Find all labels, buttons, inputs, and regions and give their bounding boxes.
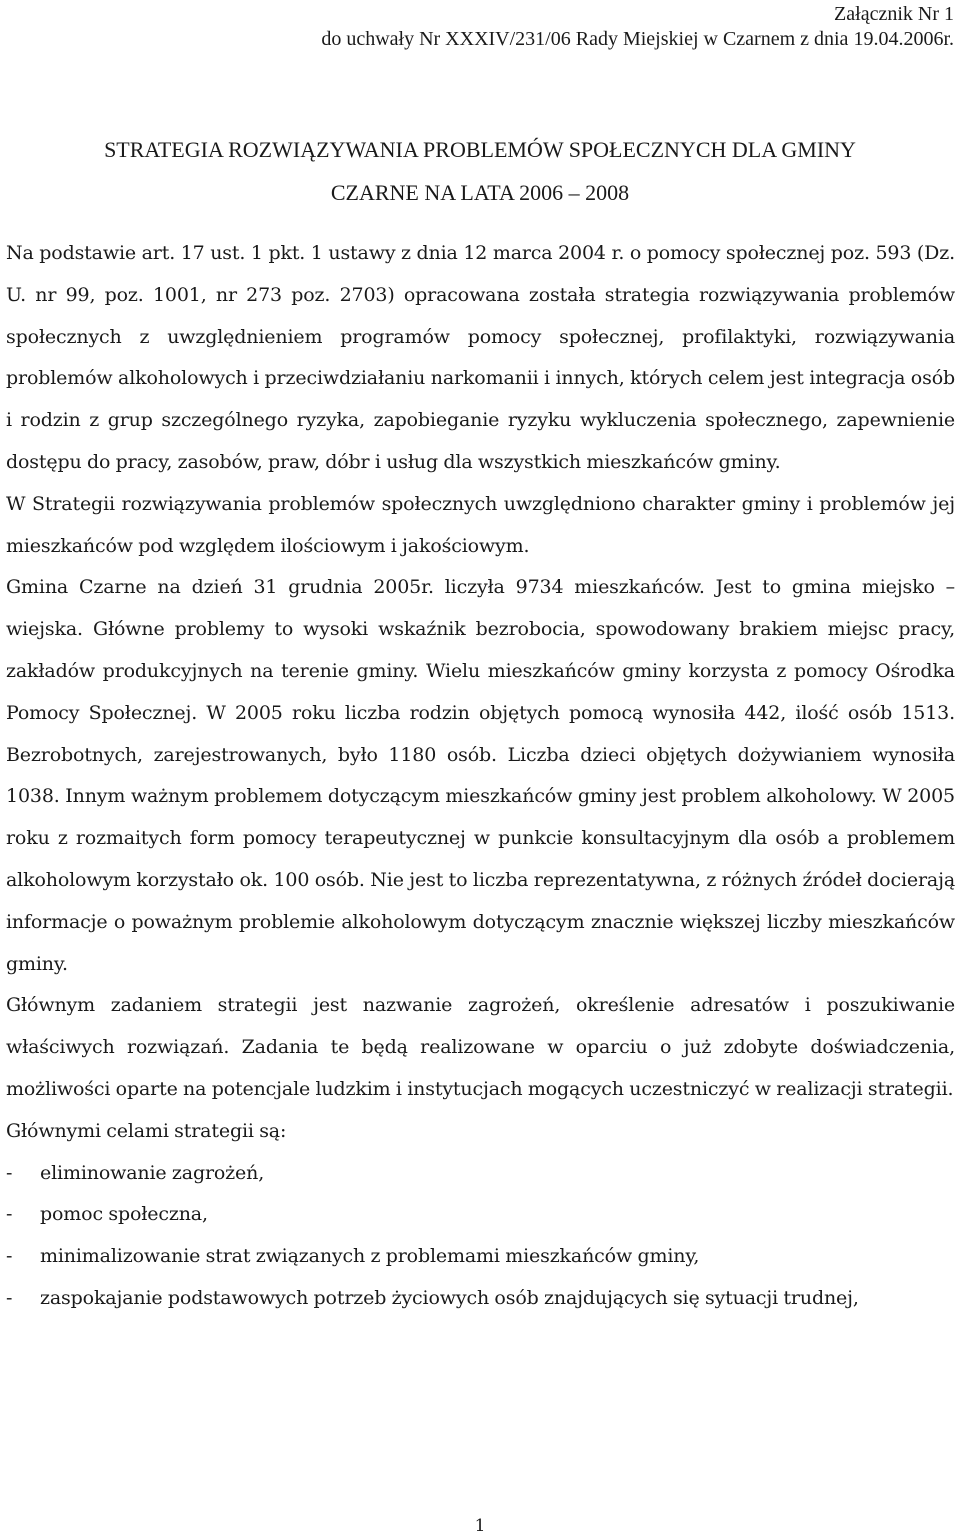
list-dash: -	[6, 1245, 13, 1268]
list-item	[6, 1153, 955, 1195]
title-line-1: STRATEGIA ROZWIĄZYWANIA PROBLEMÓW SPOŁECZNYCH DLA GMINY	[104, 137, 856, 162]
document-body	[6, 233, 955, 1320]
resolution-reference: do uchwały Nr XXXIV/231/06 Rady Miejskiej w Czarnem z dnia 19.04.2006r.	[321, 28, 954, 50]
list-item-text: minimalizowanie strat związanych z problemami mieszkańców gminy,	[40, 1245, 700, 1268]
paragraph-gmina-situation: Gmina Czarne na dzień 31 grudnia 2005r. liczyła 9734 mieszkańców. Jest to gmina miejsko – wiejska. Główne problemy to wysoki wskaźnik bezrobocia, spowodowany brakiem miejsc pracy, zakładów produkcyjnych na terenie gminy. Wielu mieszkańców gminy korzysta z pomocy Ośrodka Pomocy Społecznej. W 2005 roku liczba rodzin objętych pomocą wynosiła 442, ilość osób 1513. Bezrobotnych, zarejestrowanych, było 1180 osób. Liczba dzieci objętych dożywianiem wynosiła 1038. Innym ważnym problemem dotyczącym mieszkańców gminy jest problem alkoholowy. W 2005 roku z rozmaitych form pomocy terapeutycznej w punkcie konsultacyjnym dla osób a problemem alkoholowym korzystało ok. 100 osób. Nie jest to liczba reprezentatywna, z różnych źródeł docierają informacje o poważnym problemie alkoholowym dotyczącym znacznie większej liczby mieszkańców gminy.	[6, 576, 955, 975]
list-dash: -	[6, 1286, 13, 1309]
paragraph-strategy-scope: W Strategii rozwiązywania problemów społecznych uwzględniono charakter gminy i problemów jej mieszkańców pod względem ilościowym i jakościowym.	[6, 492, 955, 557]
page-number: 1	[474, 1516, 486, 1536]
attachment-header	[321, 2, 954, 52]
list-item	[6, 1278, 955, 1320]
list-item-text: pomoc społeczna,	[40, 1203, 208, 1226]
list-item-text: eliminowanie zagrożeń,	[40, 1161, 265, 1184]
list-item-text: zaspokajanie podstawowych potrzeb życiowych osób znajdujących się sytuacji trudnej,	[40, 1286, 859, 1309]
list-item	[6, 1236, 955, 1278]
paragraph-legal-basis: Na podstawie art. 17 ust. 1 pkt. 1 ustawy z dnia 12 marca 2004 r. o pomocy społecznej poz. 593 (Dz. U. nr 99, poz. 1001, nr 273 poz. 2703) opracowana została strategia rozwiązywania problemów społecznych z uwzględnieniem programów pomocy społecznej, profilaktyki, rozwiązywania problemów alkoholowych i przeciwdziałaniu narkomanii i innych, których celem jest integracja osób i rodzin z grup szczególnego ryzyka, zapobieganie ryzyku wykluczenia społecznego, zapewnienie dostępu do pracy, zasobów, praw, dóbr i usług dla wszystkich mieszkańców gminy.	[6, 242, 955, 473]
paragraph-main-task: Głównym zadaniem strategii jest nazwanie zagrożeń, określenie adresatów i poszukiwanie właściwych rozwiązań. Zadania te będą realizowane w oparciu o już zdobyte doświadczenia, możliwości oparte na potencjale ludzkim i instytucjach mogących uczestniczyć w realizacji strategii.	[6, 994, 955, 1100]
paragraph-goals-intro: Głównymi celami strategii są:	[6, 1119, 287, 1142]
goals-list	[6, 1153, 955, 1320]
title-line-2: CZARNE NA LATA 2006 – 2008	[330, 180, 630, 205]
attachment-number: Załącznik Nr 1	[834, 3, 954, 25]
document-title	[0, 128, 960, 214]
list-dash: -	[6, 1203, 13, 1226]
list-item	[6, 1194, 955, 1236]
list-dash: -	[6, 1161, 13, 1184]
